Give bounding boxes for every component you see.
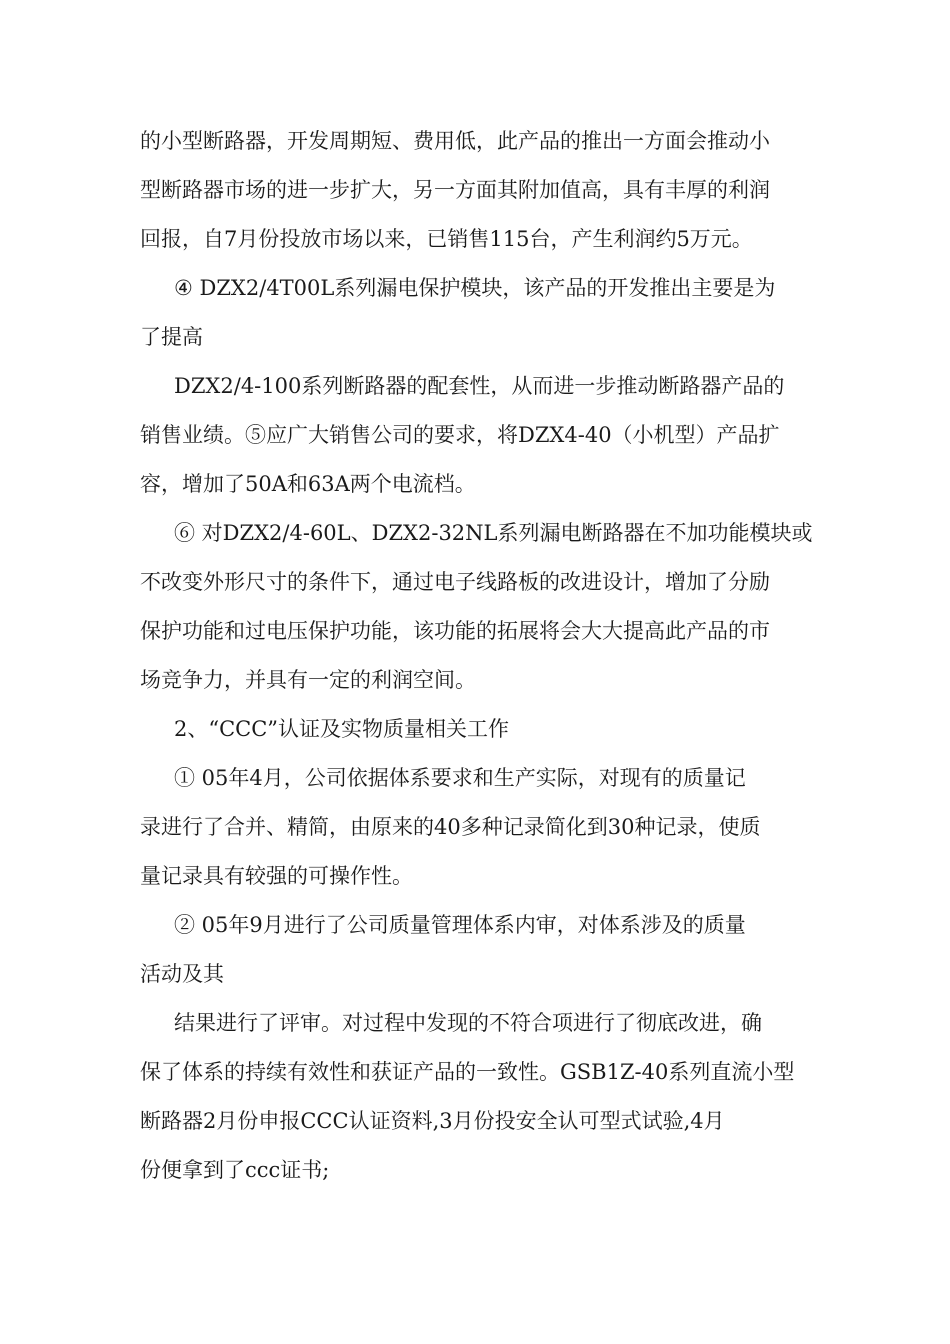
text-line: ① 05年4月，公司依据体系要求和生产实际，对现有的质量记 xyxy=(174,766,746,790)
text-line: ⑥ 对DZX2/4-60L、DZX2-32NL系列漏电断路器在不加功能模块或 xyxy=(174,521,813,545)
text-line: 断路器2月份申报CCC认证资料,3月份投安全认可型式试验,4月 xyxy=(140,1109,725,1133)
text-line: 量记录具有较强的可操作性。 xyxy=(140,864,413,888)
text-line: 保了体系的持续有效性和获证产品的一致性。GSB1Z-40系列直流小型 xyxy=(140,1060,795,1084)
text-line: 2、“CCC”认证及实物质量相关工作 xyxy=(174,717,510,741)
text-line: 容，增加了50A和63A两个电流档。 xyxy=(140,472,476,496)
text-line: 不改变外形尺寸的条件下，通过电子线路板的改进设计，增加了分励 xyxy=(140,570,770,594)
text-line: 场竞争力，并具有一定的利润空间。 xyxy=(140,668,476,692)
text-line: 型断路器市场的进一步扩大，另一方面其附加值高，具有丰厚的利润 xyxy=(140,178,770,202)
text-line: 回报，自7月份投放市场以来，已销售115台，产生利润约5万元。 xyxy=(140,227,753,251)
text-line: 了提高 xyxy=(140,325,203,349)
text-line: ② 05年9月进行了公司质量管理体系内审，对体系涉及的质量 xyxy=(174,913,746,937)
text-line: 结果进行了评审。对过程中发现的不符合项进行了彻底改进，确 xyxy=(174,1011,762,1035)
text-line: ④ DZX2/4T00L系列漏电保护模块，该产品的开发推出主要是为 xyxy=(174,276,776,300)
text-line: 保护功能和过电压保护功能，该功能的拓展将会大大提高此产品的市 xyxy=(140,619,770,643)
text-line: 销售业绩。⑤应广大销售公司的要求，将DZX4-40（小机型）产品扩 xyxy=(140,423,780,447)
text-line: 份便拿到了ccc证书; xyxy=(140,1158,330,1182)
text-line: 活动及其 xyxy=(140,962,224,986)
text-line: DZX2/4-100系列断路器的配套性，从而进一步推动断路器产品的 xyxy=(174,374,785,398)
text-line: 的小型断路器，开发周期短、费用低，此产品的推出一方面会推动小 xyxy=(140,129,770,153)
text-line: 录进行了合并、精简，由原来的40多种记录简化到30种记录，使质 xyxy=(140,815,761,839)
body-text xyxy=(140,117,820,1195)
